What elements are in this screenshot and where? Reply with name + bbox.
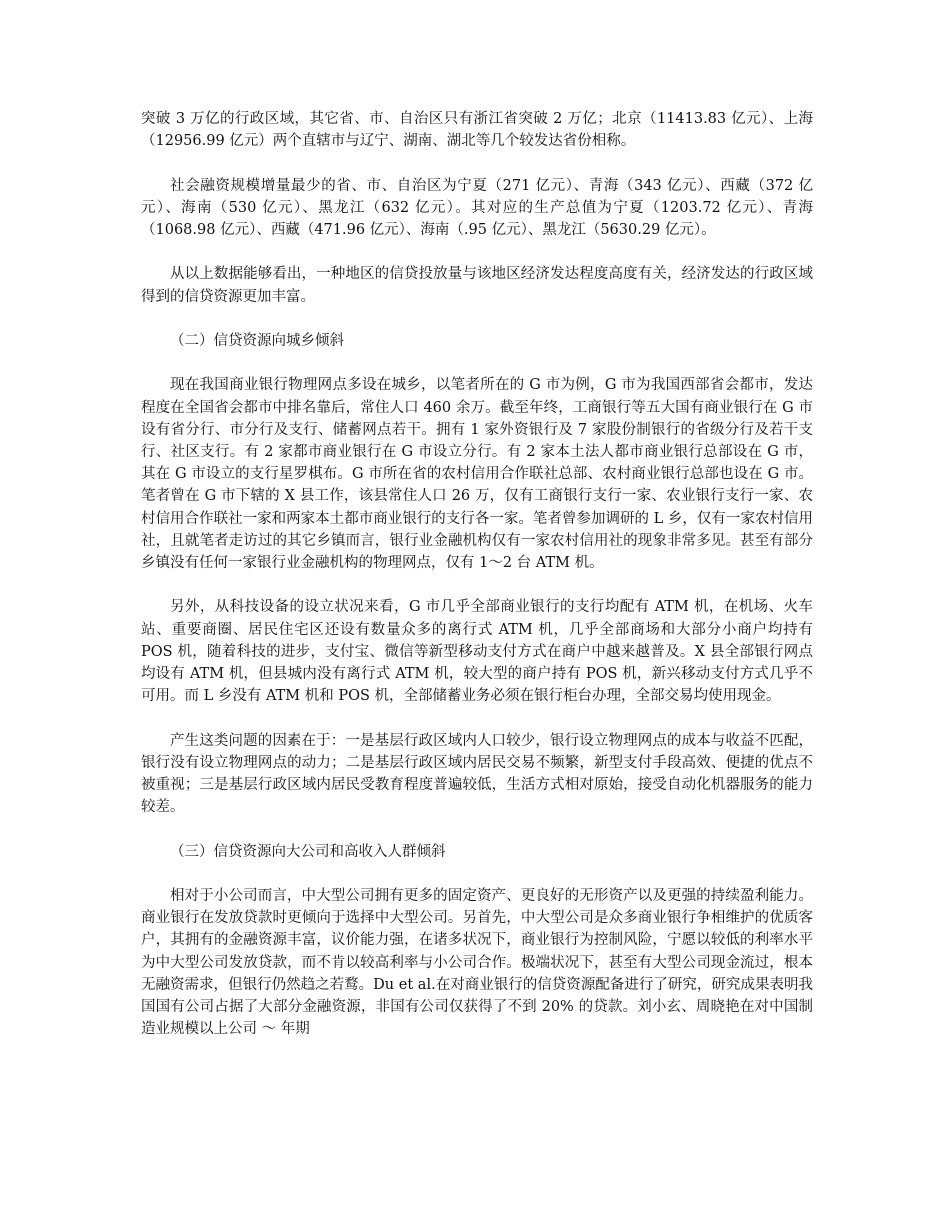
paragraph-credit-economy-correlation: 从以上数据能够看出，一种地区的信贷投放量与该地区经济发达程度高度有关，经济发达的行政区域得到的信贷资源更加丰富。: [141, 266, 813, 305]
paragraph-least-financing-regions: 社会融资规模增量最少的省、市、自治区为宁夏（271 亿元）、青海（343 亿元）、西藏（372 亿元）、海南（530 亿元）、黑龙江（632 亿元）。其对应的生产总值为宁夏（1203.72 亿元）、青海（1068.98 亿元）、西藏（471.96 亿元）、海南（.95 亿元）、黑龙江（5630.29 亿元）。: [141, 177, 813, 238]
paragraph-large-company-preference: 相对于小公司而言，中大型公司拥有更多的固定资产、更良好的无形资产以及更强的持续盈利能力。商业银行在发放贷款时更倾向于选择中大型公司。另首先，中大型公司是众多商业银行争相维护的优质客户，其拥有的金融资源丰富，议价能力强，在诸多状况下，商业银行为控制风险，宁愿以较低的利率水平为中大型公司发放贷款，而不肯以较高利率与小公司合作。极端状况下，甚至有大型公司现金流过，根本无融资需求，但银行仍然趋之若鹜。Du et al.在对商业银行的信贷资源配备进行了研究，研究成果表明我国国有公司占据了大部分金融资源，非国有公司仅获得了不到 20% 的贷款。刘小玄、周晓艳在对中国制造业规模以上公司 ～ 年期: [141, 887, 813, 1038]
paragraph-continuation-gdp-ranking: 突破 3 万亿的行政区域，其它省、市、自治区只有浙江省突破 2 万亿；北京（11413.83 亿元）、上海（12956.99 亿元）两个直辖市与辽宁、湖南、湖北等几个较发达省份相称。: [141, 111, 813, 150]
paragraph-causes: 产生这类问题的因素在于：一是基层行政区域内人口较少，银行设立物理网点的成本与收益不匹配，银行没有设立物理网点的动力；二是基层行政区域内居民交易不频繁，新型支付手段高效、便捷的优点不被重视；三是基层行政区域内居民受教育程度普遍较低，生活方式相对原始，接受自动化机器服务的能力较差。: [141, 732, 813, 816]
section-heading-large-companies: （三）信贷资源向大公司和高收入人群倾斜: [170, 843, 446, 860]
section-heading-urban-rural: （二）信贷资源向城乡倾斜: [170, 332, 344, 349]
document-body: [141, 108, 813, 1063]
paragraph-technology-equipment: 另外，从科技设备的设立状况来看，G 市几乎全部商业银行的支行均配有 ATM 机，在机场、火车站、重要商圈、居民住宅区还设有数量众多的离行式 ATM 机，几乎全部商场和大部分小商户均持有 POS 机，随着科技的进步，支付宝、微信等新型移动支付方式在商户中越来越普及。X 县全部银行网点均设有 ATM 机，但县城内没有离行式 ATM 机，较大型的商户持有 POS 机，新兴移动支付方式几乎不可用。而 L 乡没有 ATM 机和 POS 机，全部储蓄业务必须在银行柜台办理，全部交易均使用现金。: [141, 599, 813, 705]
paragraph-bank-branch-distribution: 现在我国商业银行物理网点多设在城乡，以笔者所在的 G 市为例，G 市为我国西部省会都市，发达程度在全国省会都市中排名靠后，常住人口 460 余万。截至年终，工商银行等五大国有商业银行在 G 市设有省分行、市分行及支行、储蓄网点若干。拥有 1 家外资银行及 7 家股份制银行的省级分行及若干支行、社区支行。有 2 家都市商业银行在 G 市设立分行。有 2 家本土法人都市商业银行总部设在 G 市，其在 G 市设立的支行星罗棋布。G 市所在省的农村信用合作联社总部、农村商业银行总部也设在 G 市。笔者曾在 G 市下辖的 X 县工作，该县常住人口 26 万，仅有工商银行支行一家、农业银行支行一家、农村信用合作联社一家和两家本土都市商业银行的支行各一家。笔者曾参加调研的 L 乡，仅有一家农村信用社，且就笔者走访过的其它乡镇而言，银行业金融机构仅有一家农村信用社的现象非常多见。甚至有部分乡镇没有任何一家银行业金融机构的物理网点，仅有 1～2 台 ATM 机。: [141, 377, 813, 571]
